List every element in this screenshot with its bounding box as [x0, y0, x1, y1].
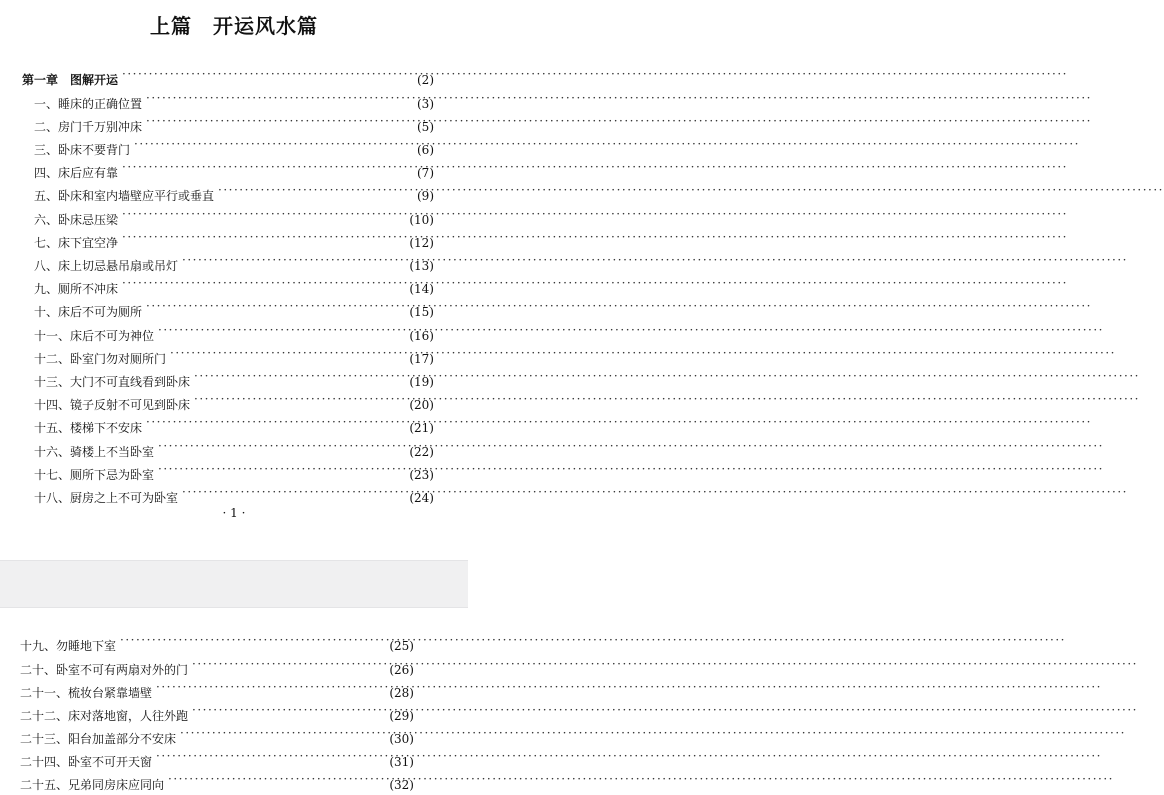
page-number: (15) — [409, 305, 434, 319]
entry-title: 十三、大门不可直线看到卧床 — [34, 375, 191, 389]
entry-title: 一、睡床的正确位置 — [34, 97, 143, 111]
toc-entry-row[interactable] — [34, 296, 434, 319]
entry-title: 二十二、床对落地窗，人往外跑 — [20, 709, 189, 723]
toc-entry-row[interactable] — [34, 343, 434, 366]
dot-leader — [134, 134, 413, 154]
toc-entry-row[interactable] — [20, 769, 414, 792]
page-number: (28) — [389, 686, 414, 700]
entry-title: 九、厕所不冲床 — [34, 282, 119, 296]
page-number: (12) — [409, 236, 434, 250]
page-title: 上篇 开运风水篇 — [150, 14, 318, 38]
dot-leader — [146, 412, 405, 432]
page-number: (25) — [389, 639, 414, 653]
entry-title: 二十一、梳妆台紧靠墙壁 — [20, 686, 153, 700]
page-number: (26) — [389, 663, 414, 677]
entry-title: 四、床后应有靠 — [34, 166, 119, 180]
entry-title: 十五、楼梯下不安床 — [34, 421, 143, 435]
toc-entry-row[interactable] — [34, 88, 434, 111]
page-number: (3) — [417, 97, 434, 111]
entry-title: 十九、勿睡地下室 — [20, 639, 117, 653]
entry-title: 十七、厕所下忌为卧室 — [34, 468, 155, 482]
dot-leader — [122, 273, 405, 293]
dot-leader — [146, 88, 413, 108]
page-number: (16) — [409, 329, 434, 343]
dot-leader — [192, 700, 385, 720]
toc-chapter-row[interactable] — [22, 64, 434, 87]
dot-leader — [192, 654, 385, 674]
entry-title: 二十、卧室不可有两扇对外的门 — [20, 663, 189, 677]
page-number-footer: · 1 · — [222, 506, 246, 520]
dot-leader — [158, 436, 405, 456]
entry-title: 十四、镜子反射不可见到卧床 — [34, 398, 191, 412]
toc-entry-row[interactable] — [34, 459, 434, 482]
page-number: (21) — [409, 421, 434, 435]
page-number: (9) — [417, 189, 434, 203]
page-number: (17) — [409, 352, 434, 366]
page-number: (30) — [389, 732, 414, 746]
toc-entry-row[interactable] — [34, 227, 434, 250]
dot-leader — [122, 227, 405, 247]
toc-entry-row[interactable] — [34, 134, 434, 157]
toc-entry-row[interactable] — [20, 700, 414, 723]
dot-leader — [122, 157, 413, 177]
page-number: (5) — [417, 120, 434, 134]
toc-entry-row[interactable] — [34, 250, 434, 273]
page-number: (31) — [389, 755, 414, 769]
entry-title: 十一、床后不可为神位 — [34, 329, 155, 343]
toc-entry-row[interactable] — [20, 677, 414, 700]
page-number: (20) — [409, 398, 434, 412]
entry-title: 二十五、兄弟同房床应同向 — [20, 778, 165, 792]
toc-entry-row[interactable] — [34, 389, 434, 412]
toc-entry-row[interactable] — [20, 723, 414, 746]
toc-entry-row[interactable] — [34, 273, 434, 296]
entry-title: 十八、厨房之上不可为卧室 — [34, 491, 179, 505]
entry-title: 二十三、阳台加盖部分不安床 — [20, 732, 177, 746]
toc-page-2 — [0, 608, 468, 792]
entry-title: 十、床后不可为厕所 — [34, 305, 143, 319]
toc-entry-row[interactable] — [34, 320, 434, 343]
page-number: (14) — [409, 282, 434, 296]
toc-entry-row[interactable] — [20, 630, 414, 653]
page-number: (29) — [389, 709, 414, 723]
page-number: (22) — [409, 445, 434, 459]
dot-leader — [182, 250, 405, 270]
dot-leader — [146, 296, 405, 316]
dot-leader — [182, 482, 405, 502]
dot-leader — [168, 769, 385, 789]
entry-title: 二十四、卧室不可开天窗 — [20, 755, 153, 769]
dot-leader — [218, 180, 413, 200]
toc-page-1 — [0, 0, 468, 560]
dot-leader — [170, 343, 405, 363]
dot-leader — [194, 389, 405, 409]
toc-entry-row[interactable] — [34, 436, 434, 459]
page-number: (23) — [409, 468, 434, 482]
dot-leader — [156, 677, 385, 697]
toc-entry-row[interactable] — [34, 412, 434, 435]
toc-entry-row[interactable] — [34, 204, 434, 227]
page-number: (7) — [417, 166, 434, 180]
entry-title: 八、床上切忌悬吊扇或吊灯 — [34, 259, 179, 273]
toc-entry-row[interactable] — [34, 180, 434, 203]
page-number: (24) — [409, 491, 434, 505]
toc-entry-row[interactable] — [34, 366, 434, 389]
toc-entry-row[interactable] — [34, 111, 434, 134]
dot-leader — [180, 723, 385, 743]
page-separator — [0, 560, 468, 608]
dot-leader — [122, 64, 413, 84]
entry-title: 二、房门千万别冲床 — [34, 120, 143, 134]
entry-title: 五、卧床和室内墙壁应平行或垂直 — [34, 189, 215, 203]
entry-title: 七、床下宜空净 — [34, 236, 119, 250]
dot-leader — [122, 204, 405, 224]
chapter-title: 第一章 图解开运 — [22, 73, 119, 87]
toc-entry-row[interactable] — [20, 654, 414, 677]
page-number: (13) — [409, 259, 434, 273]
page-number: (32) — [389, 778, 414, 792]
dot-leader — [120, 630, 385, 650]
page-number: (19) — [409, 375, 434, 389]
page-number: (2) — [417, 73, 434, 87]
toc-entry-row[interactable] — [34, 482, 434, 505]
toc-entry-row[interactable] — [20, 746, 414, 769]
dot-leader — [158, 320, 405, 340]
toc-entry-row[interactable] — [34, 157, 434, 180]
entry-title: 三、卧床不要背门 — [34, 143, 131, 157]
dot-leader — [194, 366, 405, 386]
dot-leader — [156, 746, 385, 766]
page-number: (6) — [417, 143, 434, 157]
entry-title: 六、卧床忌压梁 — [34, 213, 119, 227]
entry-title: 十六、骑楼上不当卧室 — [34, 445, 155, 459]
entry-title: 十二、卧室门勿对厕所门 — [34, 352, 167, 366]
dot-leader — [146, 111, 413, 131]
page-number: (10) — [409, 213, 434, 227]
dot-leader — [158, 459, 405, 479]
